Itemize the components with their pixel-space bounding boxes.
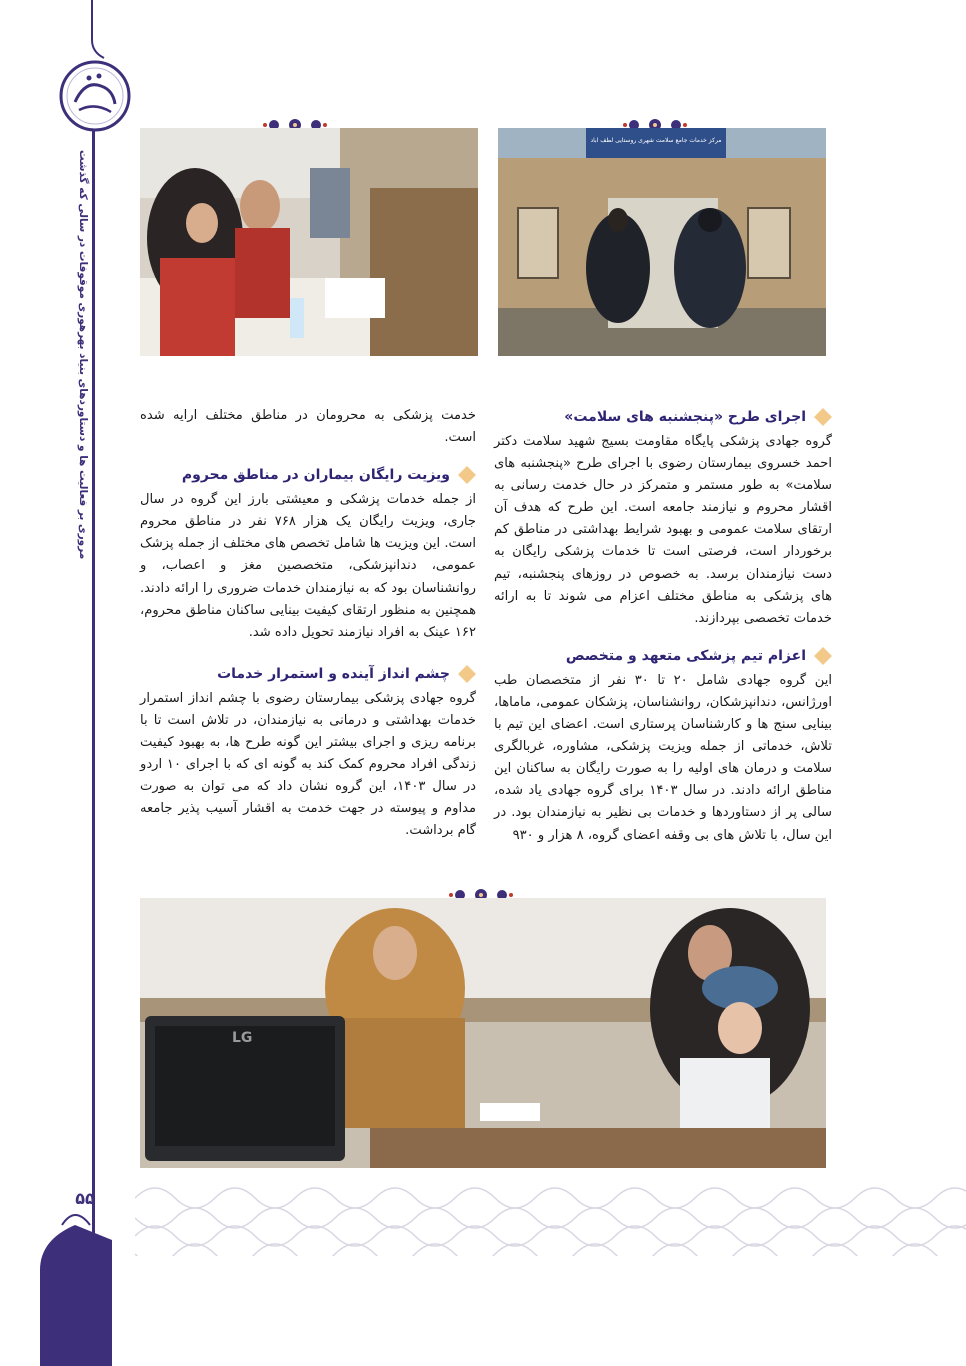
continuation-text: خدمت پزشکی به محرومان در مناطق مختلف ارایه شده است. — [140, 408, 476, 446]
diamond-bullet-icon — [814, 408, 832, 426]
section-body: گروه جهادی پزشکی بیمارستان رضوی با چشم انداز استمرار خدمات بهداشتی و درمانی به نیازمندان، در تلاش است تا با برنامه ریزی و اجرای بیشتر این گونه طرح ها، به بهبود کیفیت زندگی افراد محروم کمک کند به گونه ای که با اجرای ۱۰ اردو در سال ۱۴۰۳، این گروه نشان داد که می توان به صورت مداوم و پیوسته در جهت خدمت به اقشار آسیب پذیر جامعه گام برداشت. — [140, 690, 476, 839]
bottom-geometric-pattern — [135, 1178, 966, 1256]
section-body: از جمله خدمات پزشکی و معیشتی بارز این گروه در سال جاری، ویزیت رایگان یک هزار ۷۶۸ نفر در مناطق محروم است. این ویزیت ها شامل تخصص های مختلف از جمله پزشک عمومی، دندانپزشکی، متخصصین مغز و اعصاب، و روانشناسان بود که به نیازمندان خدمات ضروری را ارائه دادند. همچنین به منظور ارتقای کیفیت بینایی ساکنان مناطق محروم، ۱۶۲ عینک به افراد نیازمند تحویل داده شد. — [140, 492, 476, 640]
column-left — [140, 405, 476, 843]
diamond-bullet-icon — [458, 466, 476, 484]
section-heading: اعزام تیم پزشکی متعهد و متخصص — [494, 644, 832, 668]
diamond-bullet-icon — [814, 647, 832, 665]
section-heading: ویزیت رایگان بیماران در مناطق محروم — [140, 463, 476, 487]
column-right — [494, 405, 832, 847]
health-center-sign: مرکز خدمات جامع سلامت شهری روستایی لطف آباد — [590, 137, 722, 144]
left-decorative-band — [0, 0, 112, 1366]
section-body: گروه جهادی پزشکی پایگاه مقاومت بسیج شهید سلامت دکتر احمد خسروی بیمارستان رضوی با اجرای طرح «پنجشنبه های سلامت» به طور مستمر و متمرکز در حال خدمت رسانی به اقشار محروم و نیازمند جامعه است. این طرح که هدف آن ارتقای سلامت عمومی و بهبود شرایط بهداشتی در مناطق کم برخوردار است، فرصتی است تا خدمات پزشکی رایگان به دست نیازمندان برسد. به خصوص در روزهای پنجشنبه، تیم های پزشکی به مناطق مختلف اعزام می شوند تا به ارائه خدمات تخصصی بپردازند. — [494, 434, 832, 626]
publication-logo — [55, 56, 135, 136]
monitor-brand: LG — [232, 1030, 253, 1046]
diamond-bullet-icon — [458, 665, 476, 683]
photo-health-center — [498, 128, 826, 356]
spine-title: مروری بر فعالیت ها و دستاوردهای بنیاد بهرهوری موقوفات در سالی که گذشت — [77, 150, 89, 560]
photo-clinic-visit — [140, 898, 826, 1168]
section-heading: چشم انداز آینده و استمرار خدمات — [140, 662, 476, 686]
photo-medical-volunteers — [140, 128, 478, 356]
section-heading: اجرای طرح «پنجشنبه های سلامت» — [494, 405, 832, 429]
spine-rule — [92, 120, 95, 1240]
page-number: ۵۵ — [75, 1189, 95, 1208]
section-body: این گروه جهادی شامل ۲۰ تا ۳۰ نفر از متخصصان طب اورژانس، دندانپزشکان، روانشناسان، پزشکان عمومی، ماماها، بینایی سنج ها و کارشناسان پرستاری است. اعضای این تیم با تلاش، خدماتی از جمله ویزیت پزشکی، مشاوره، غربالگری سلامت و درمان های اولیه را به صورت رایگان به ساکنان این مناطق ارائه دادند. در سال ۱۴۰۳ برای گروه جهادی یاد شده، سالی پر از دستاوردها و خدمات بی نظیر به نیازمندان بود. در این سال، با تلاش های بی وقفه اعضای گروه، ۸ هزار و ۹۳۰ — [494, 672, 832, 843]
